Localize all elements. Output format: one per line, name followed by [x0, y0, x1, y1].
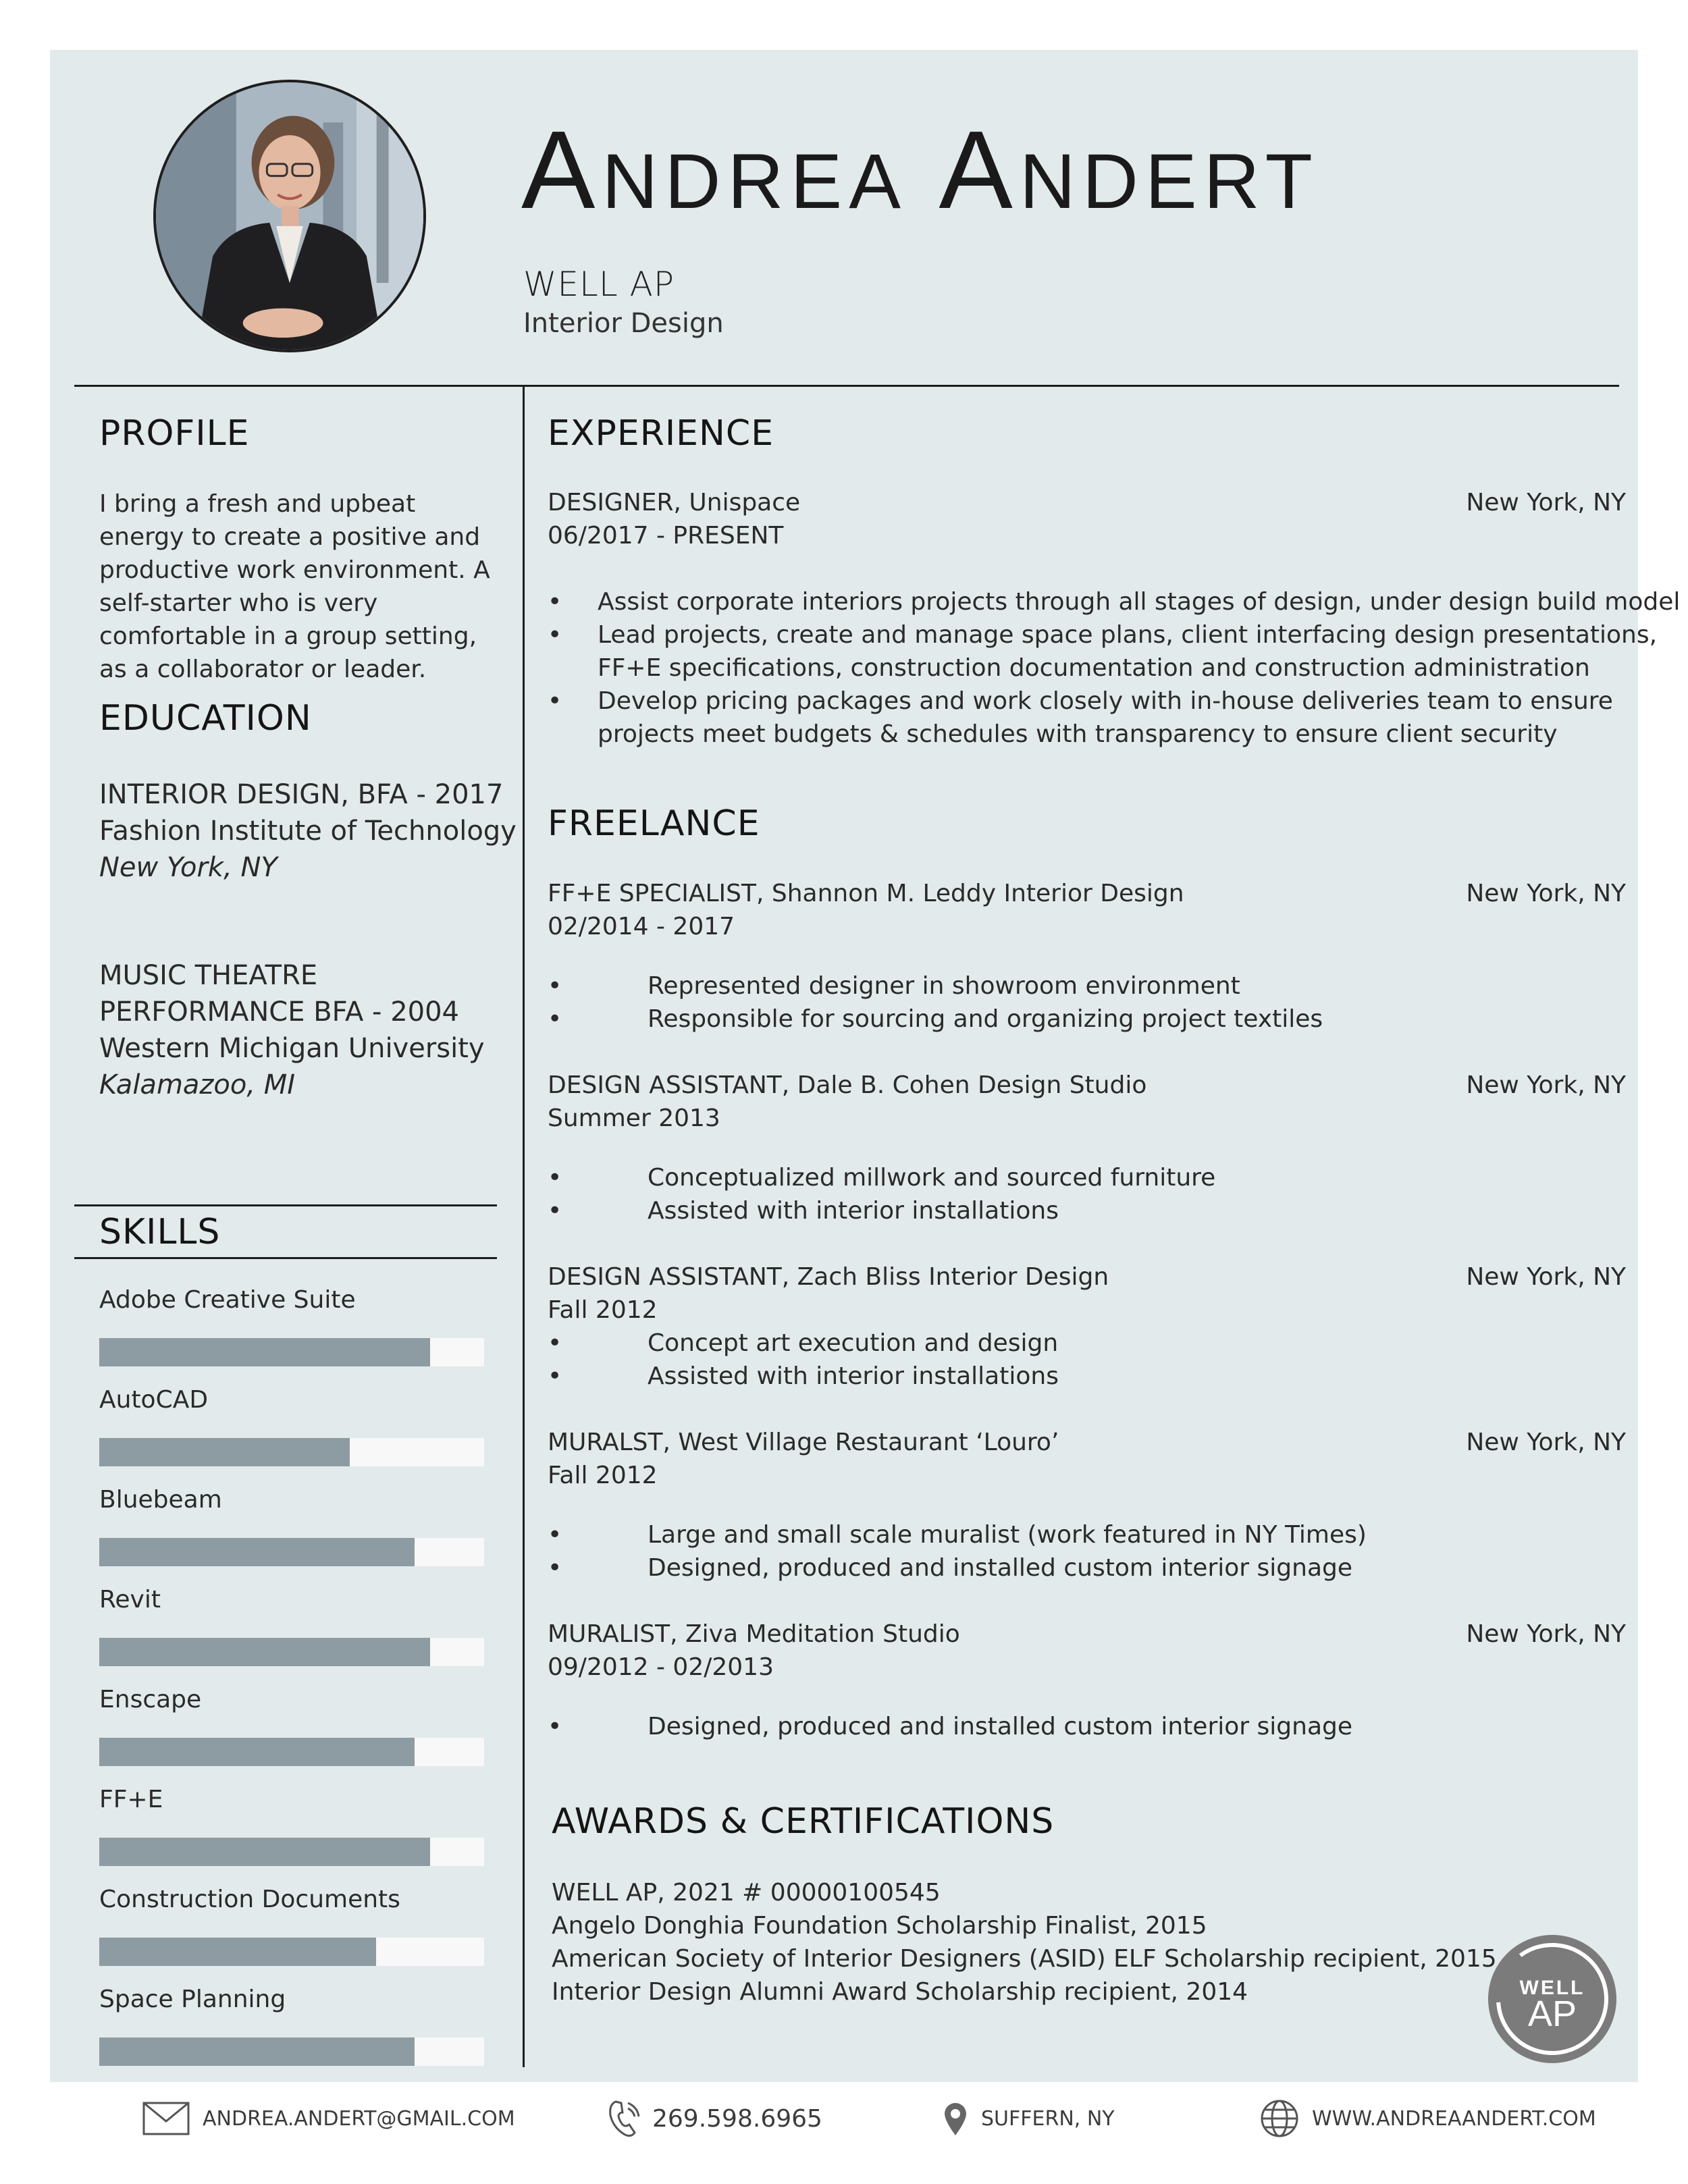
skill-bar-fill	[99, 1638, 430, 1666]
education-entry	[99, 776, 518, 886]
well-ap-badge	[1488, 1935, 1616, 2063]
education-degree: INTERIOR DESIGN, BFA - 2017	[99, 779, 504, 810]
job-title: FF+E SPECIALIST, Shannon M. Leddy Interior Design	[548, 880, 1184, 907]
job-location: New York, NY	[1466, 880, 1626, 907]
profile-text: I bring a fresh and upbeat energy to create a positive and productive work environment. A self-starter who is very comfortable in a group setting, as a collaborator or leader.	[99, 490, 490, 683]
skill-label: AutoCAD	[99, 1386, 209, 1414]
skill-bar-fill	[99, 1938, 376, 1966]
bullet-text: Lead projects, create and manage space plans, client interfacing design presentations,	[598, 621, 1658, 649]
award-item: Interior Design Alumni Award Scholarship recipient, 2014	[552, 1978, 1248, 2006]
badge-line1: WELL	[1519, 1977, 1585, 1999]
bullet-text: Designed, produced and installed custom interior signage	[648, 1554, 1352, 1582]
skill-label: Revit	[99, 1586, 161, 1614]
skill-bar-fill	[99, 2037, 415, 2066]
job-dates: 06/2017 - PRESENT	[548, 522, 784, 550]
skill-bar-fill	[99, 1738, 415, 1766]
profile-heading: PROFILE	[99, 413, 250, 454]
skills-heading: SKILLS	[99, 1212, 221, 1252]
bullet-dot: •	[548, 1521, 562, 1549]
bullet-text: Conceptualized millwork and sourced furniture	[648, 1164, 1216, 1192]
experience-heading: EXPERIENCE	[548, 413, 774, 454]
education-degree: MUSIC THEATRE PERFORMANCE BFA - 2004	[99, 960, 459, 1028]
bullet-dot: •	[548, 972, 562, 1000]
job-location: New York, NY	[1466, 1071, 1626, 1099]
freelance-heading: FREELANCE	[548, 803, 760, 844]
skill-bar	[99, 2037, 484, 2066]
bullet-text: Assisted with interior installations	[648, 1197, 1059, 1225]
job-title: MURALST, West Village Restaurant ‘Louro’	[548, 1429, 1059, 1456]
job-location: New York, NY	[1466, 1429, 1626, 1456]
bullet-dot: •	[548, 1329, 562, 1357]
job-dates: 09/2012 - 02/2013	[548, 1653, 774, 1681]
profile-photo	[153, 80, 426, 352]
job-title: MURALIST, Ziva Meditation Studio	[548, 1620, 960, 1648]
skill-bar-fill	[99, 1338, 430, 1366]
envelope-icon	[142, 2101, 190, 2136]
bullet-text: Assist corporate interiors projects through all stages of design, under design build model	[598, 588, 1681, 616]
bullet-dot: •	[548, 687, 562, 715]
bullet-text: Concept art execution and design	[648, 1329, 1059, 1357]
job-title: DESIGNER, Unispace	[548, 489, 801, 516]
job-dates: Summer 2013	[548, 1104, 720, 1132]
skill-bar-fill	[99, 1438, 350, 1466]
bullet-dot: •	[548, 1197, 562, 1225]
awards-heading: AWARDS & CERTIFICATIONS	[552, 1801, 1055, 1842]
skill-bar	[99, 1838, 484, 1866]
skill-bar	[99, 1938, 484, 1966]
bullet-text: projects meet budgets & schedules with transparency to ensure client security	[598, 720, 1558, 748]
education-school: Western Michigan University	[99, 1033, 485, 1064]
job-location: New York, NY	[1466, 1620, 1626, 1648]
skill-label: FF+E	[99, 1786, 163, 1813]
education-entry	[99, 957, 518, 1103]
skill-label: Enscape	[99, 1686, 202, 1713]
skill-bar	[99, 1538, 484, 1566]
education-location: Kalamazoo, MI	[99, 1069, 296, 1100]
skill-bar	[99, 1638, 484, 1666]
header-divider	[74, 385, 1619, 387]
skill-label: Space Planning	[99, 1986, 286, 2013]
bullet-text: FF+E specifications, construction documentation and construction administration	[598, 654, 1590, 682]
job-location: New York, NY	[1466, 489, 1626, 516]
location-pin-icon	[942, 2100, 969, 2137]
bullet-text: Assisted with interior installations	[648, 1362, 1059, 1390]
bullet-text: Represented designer in showroom environment	[648, 972, 1240, 1000]
bullet-dot: •	[548, 621, 562, 649]
job-location: New York, NY	[1466, 1263, 1626, 1291]
field-of-work: Interior Design	[523, 308, 724, 339]
education-school: Fashion Institute of Technology	[99, 816, 517, 847]
skill-bar	[99, 1338, 484, 1366]
award-item: American Society of Interior Designers (ASID) ELF Scholarship recipient, 2015	[552, 1945, 1497, 1973]
bullet-text: Responsible for sourcing and organizing project textiles	[648, 1005, 1323, 1033]
skill-label: Adobe Creative Suite	[99, 1286, 356, 1314]
footer-website[interactable]	[1259, 2098, 1596, 2139]
phone-icon	[608, 2099, 640, 2138]
skill-label: Construction Documents	[99, 1886, 400, 1913]
website-text: WWW.ANDREAANDERT.COM	[1312, 2106, 1596, 2131]
bullet-dot: •	[548, 1005, 562, 1033]
skills-bottom-rule	[74, 1257, 497, 1259]
location-text: SUFFERN, NY	[981, 2106, 1115, 2131]
candidate-name: Andrea Andert	[521, 108, 1319, 232]
credential: WELL AP	[523, 265, 675, 304]
skills-top-rule	[74, 1204, 497, 1206]
education-heading: EDUCATION	[99, 698, 312, 739]
phone-text: 269.598.6965	[652, 2104, 822, 2133]
award-item: WELL AP, 2021 # 00000100545	[552, 1879, 941, 1907]
bullet-dot: •	[548, 1713, 562, 1740]
job-title: DESIGN ASSISTANT, Zach Bliss Interior Design	[548, 1263, 1109, 1291]
job-dates: Fall 2012	[548, 1462, 658, 1489]
footer-phone[interactable]	[608, 2098, 822, 2139]
skill-bar-fill	[99, 1538, 415, 1566]
job-title: DESIGN ASSISTANT, Dale B. Cohen Design Studio	[548, 1071, 1147, 1099]
job-dates: Fall 2012	[548, 1296, 658, 1324]
skill-label: Bluebeam	[99, 1486, 222, 1514]
bullet-text: Large and small scale muralist (work featured in NY Times)	[648, 1521, 1367, 1549]
bullet-dot: •	[548, 588, 562, 616]
bullet-dot: •	[548, 1554, 562, 1582]
bullet-text: Designed, produced and installed custom interior signage	[648, 1713, 1352, 1740]
footer-location	[942, 2098, 1115, 2139]
skill-bar	[99, 1438, 484, 1466]
skill-bar-fill	[99, 1838, 430, 1866]
bullet-text: Develop pricing packages and work closely with in-house deliveries team to ensure	[598, 687, 1613, 715]
award-item: Angelo Donghia Foundation Scholarship Finalist, 2015	[552, 1912, 1207, 1940]
column-divider	[523, 386, 525, 2067]
bullet-dot: •	[548, 1362, 562, 1390]
email-text: ANDREA.ANDERT@GMAIL.COM	[203, 2106, 515, 2131]
badge-line2: AP	[1527, 1994, 1577, 2034]
education-location: New York, NY	[99, 852, 278, 883]
bullet-dot: •	[548, 1164, 562, 1192]
globe-icon	[1259, 2098, 1300, 2139]
footer-email[interactable]	[142, 2098, 515, 2139]
skill-bar	[99, 1738, 484, 1766]
job-dates: 02/2014 - 2017	[548, 913, 735, 940]
